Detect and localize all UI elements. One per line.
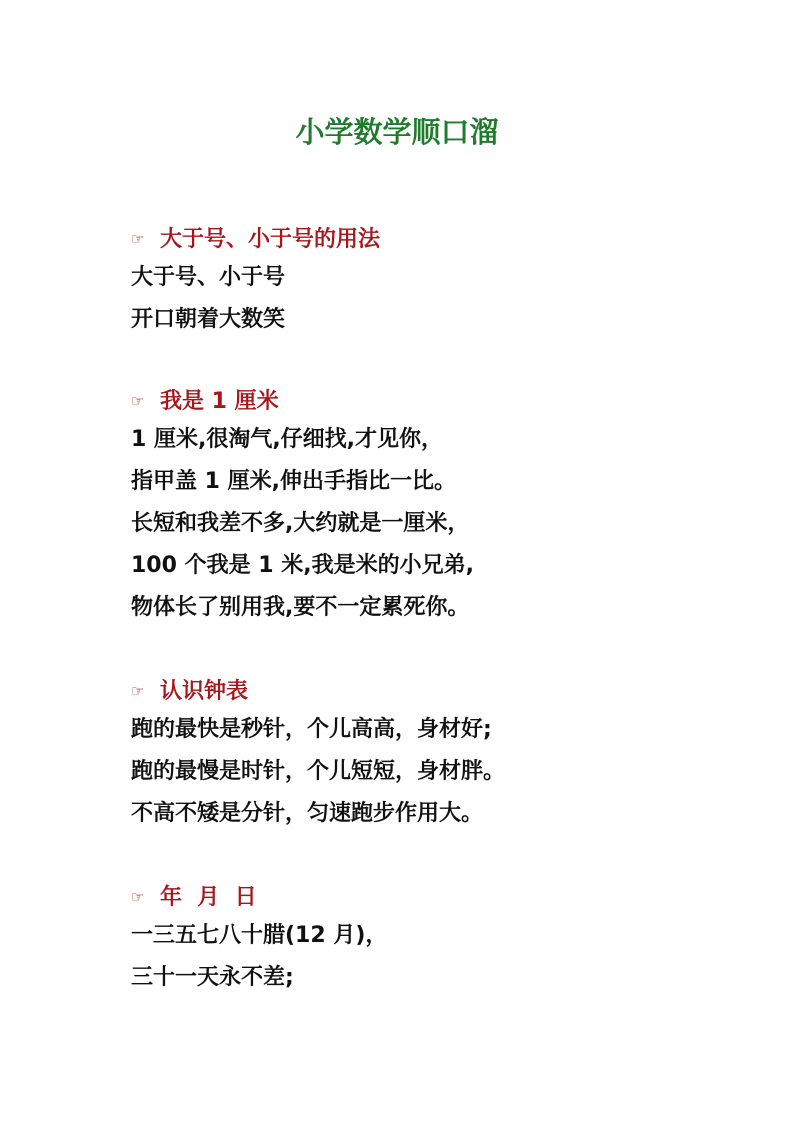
verse-line: 长短和我差不多,大约就是一厘米， [131,511,470,536]
verse-line: 不高不矮是分针，匀速跑步作用大。 [131,801,484,826]
verse-line: 100 个我是 1 米,我是米的小兄弟, [131,553,474,578]
document-body [131,221,771,999]
section-year-month-day [131,879,771,999]
pointing-hand-icon: ☞ [131,392,145,410]
section-heading [131,221,771,257]
verse-line: 指甲盖 1 厘米,伸出手指比一比。 [131,469,456,494]
section-heading [131,673,771,709]
verse-line: 跑的最快是秒针，个儿高高，身材好; [131,717,492,742]
section-centimeter [131,383,771,629]
section-heading [131,383,771,419]
verse-line: 一三五七八十腊(12 月)， [131,923,388,948]
verse-line: 大于号、小于号 [131,265,286,290]
verse-line: 1 厘米,很淘气,仔细找,才见你， [131,427,444,452]
verse-line: 开口朝着大数笑 [131,307,286,332]
section-inequality-signs [131,221,771,341]
section-heading [131,879,771,915]
section-heading-text: 认识钟表 [160,679,249,704]
section-gap [131,835,771,879]
pointing-hand-icon: ☞ [131,888,145,906]
section-gap [131,629,771,673]
verse-line: 三十一天永不差; [131,965,294,990]
page-title: 小学数学顺口溜 [295,115,499,149]
verse-line: 跑的最慢是时针，个儿短短，身材胖。 [131,759,506,784]
section-clock [131,673,771,835]
section-heading-text: 大于号、小于号的用法 [160,227,381,252]
section-gap [131,341,771,383]
pointing-hand-icon: ☞ [131,682,145,700]
pointing-hand-icon: ☞ [131,230,145,248]
section-heading-text: 年 月 日 [160,885,257,910]
section-heading-text: 我是 1 厘米 [160,389,279,414]
verse-line: 物体长了别用我,要不一定累死你。 [131,595,470,620]
